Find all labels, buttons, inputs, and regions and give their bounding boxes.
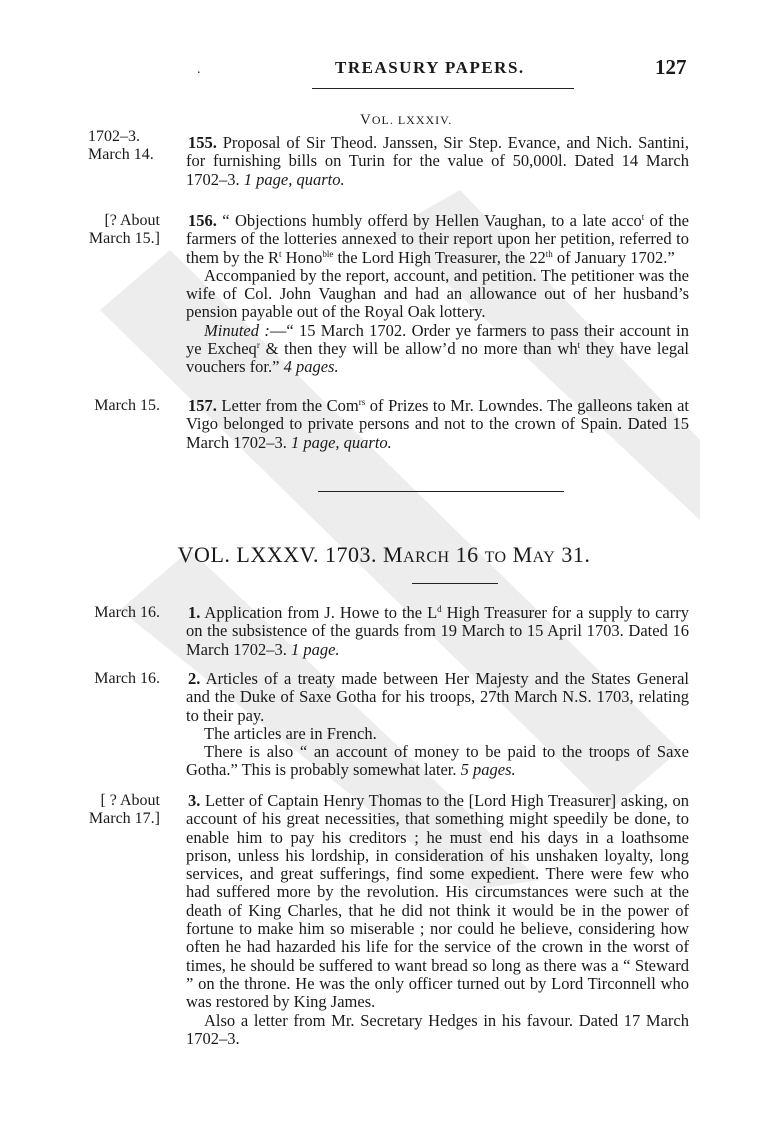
volume-heading-lxxxv: VOL. LXXXV. 1703. MARCH 16 TO MAY 31. xyxy=(177,542,591,567)
entry-date: [? About March 15.] xyxy=(88,212,160,247)
running-header-title: TREASURY PAPERS. xyxy=(335,58,525,77)
section-rule xyxy=(318,491,564,492)
entry-date: March 16. xyxy=(94,604,160,621)
entry-text: 157. Letter from the Com$^{rs}$ of Prizes to Mr. Lowndes. The galleons taken at Vigo belonged to private persons and not to the crown of Spain. Dated 15 March 1702–3. 1 page, quarto. xyxy=(186,396,689,452)
entry-date: March 15. xyxy=(94,397,160,414)
entry-text: 3. Letter of Captain Henry Thomas to the [Lord High Treasurer] asking, on account of his great necessities, that something might speedily be done, to enable him to pay his creditors ; he must end his days in a loathsome prison, unless his lordship, in consideration of his unshaken loyalty, long services, and great sufferings, find some expedient. There were few who had suffered more by the revolution. His circumstances were such at the death of King Charles, that he did not think it would be in the power of fortune to make him so miserable ; nor could he believe, considering how often he had hazarded his life for the service of the crown in the worst of times, he should be suffered to want bread so long as there was a “ Steward ” on the throne. He was the only officer turned out by Lord Tirconnell who was restored by King James. Also a letter from Mr. Secretary Hedges in his favour. Dated 17 March 1702–3. xyxy=(186,791,689,1048)
entry-text: 156. “ Objections humbly offerd by Hellen Vaughan, to a late acco$^t$ of the farmers of the lotteries annexed to their report upon her petition, referred to them by the $R^t$ Hono$^{ble}$ the Lord High Treasurer, the 22th of January 1702.” Accompanied by the report, account, and petition. The petitioner was the wife of Col. John Vaughan and had an allowance out of her husband’s pension payable out of the Royal Oak lottery. Minuted :—“ 15 March 1702. Order ye farmers to pass their account in ye Excheq$^r$ & then they will be allow’d no more than $wh^t$ they have legal vouchers for.” 4 pages. xyxy=(186,211,689,377)
page-number: 127 xyxy=(655,55,687,79)
entry-date: [ ? About March 17.] xyxy=(88,792,160,827)
entry-text: 155. Proposal of Sir Theod. Janssen, Sir Step. Evance, and Nich. Santini, for furnishing bills on Turin for the value of 50,000l. Dated 14 March 1702–3. 1 page, quarto. xyxy=(186,133,689,189)
entry-date: 1702–3. March 14. xyxy=(88,128,154,163)
volume-heading-lxxxiv: VOL. LXXXIV. xyxy=(360,112,453,128)
heading-rule xyxy=(412,583,498,584)
header-dot: . xyxy=(197,62,201,77)
header-rule xyxy=(312,88,574,89)
entry-date: March 16. xyxy=(94,670,160,687)
entry-text: 2. Articles of a treaty made between Her Majesty and the States General and the Duke of Saxe Gotha for his troops, 27th March N.S. 1703, relating to their pay. The articles are in French. There is also “ an account of money to be paid to the troops of Saxe Gotha.” This is probably somewhat later. 5 pages. xyxy=(186,669,689,780)
entry-text: 1. Application from J. Howe to the $L^d$ High Treasurer for a supply to carry on the subsistence of the guards from 19 March to 15 April 1703. Dated 16 March 1702–3. 1 page. xyxy=(186,603,689,659)
